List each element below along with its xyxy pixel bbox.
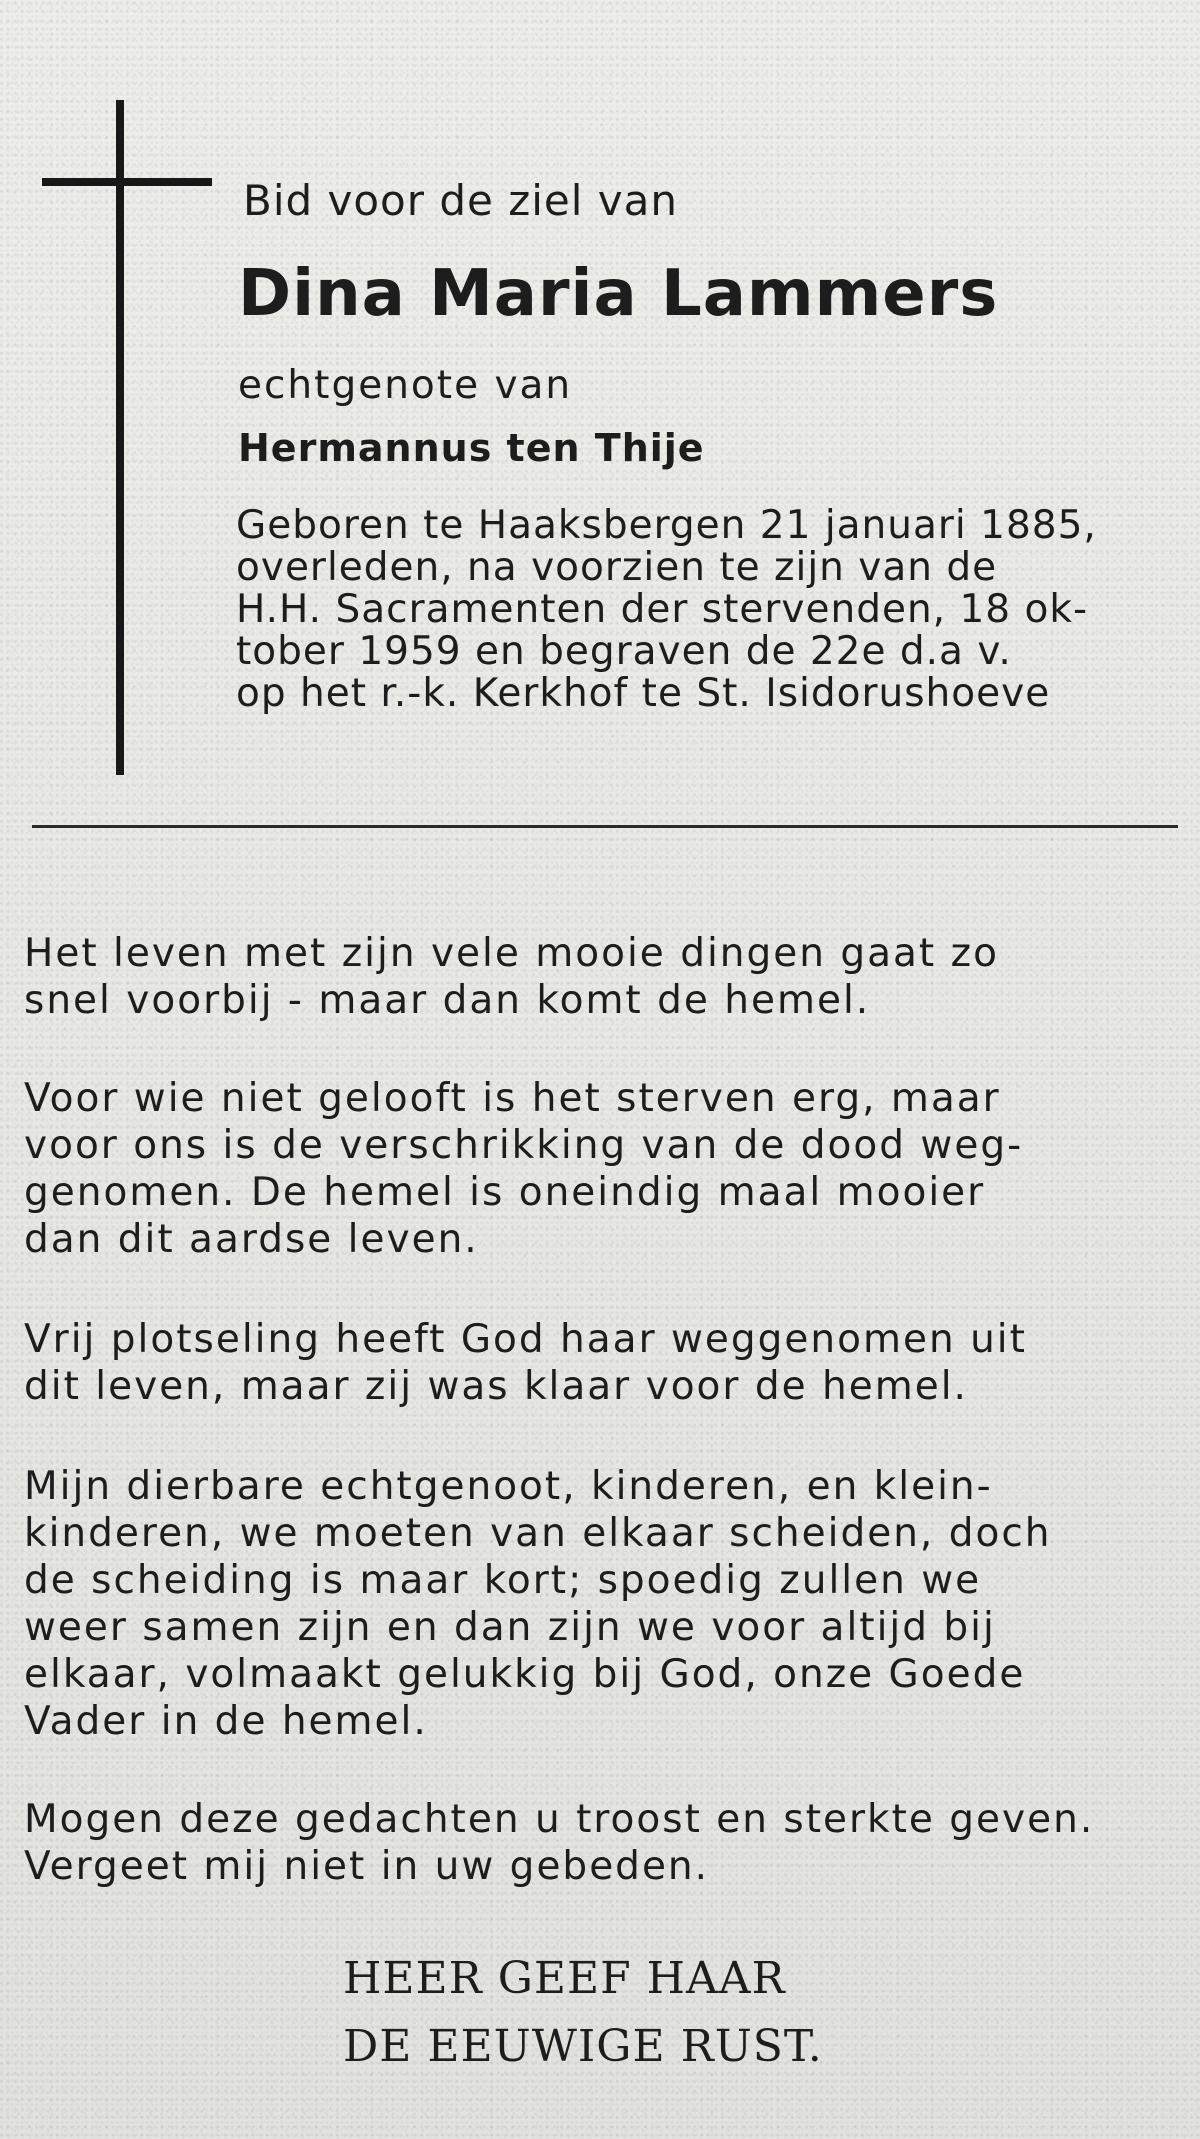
paragraph-line: snel voorbij - maar dan komt de hemel. [24,978,871,1023]
details-line: H.H. Sacramenten der stervenden, 18 ok- [236,587,1089,632]
paragraph-line: Mogen deze gedachten u troost en sterkte geven. [24,1797,1095,1842]
paragraph-line: dan dit aardse leven. [24,1217,479,1262]
paragraph-line: Het leven met zijn vele mooie dingen gaat zo [24,931,999,976]
details-line: overleden, na voorzien te zijn van de [236,545,998,590]
paragraph-line: Vader in de hemel. [24,1699,428,1744]
paragraph-line: Vergeet mij niet in uw gebeden. [24,1844,710,1889]
deceased-name: Dina Maria Lammers [238,257,999,331]
paragraph-line: kinderen, we moeten van elkaar scheiden, doch [24,1511,1052,1556]
intro-text: Bid voor de ziel van [243,176,678,225]
biography-details [236,505,1181,715]
paragraph-line: weer samen zijn en dan zijn we voor altijd bij [24,1605,996,1650]
paragraph-3 [24,1316,1174,1410]
paragraph-2 [24,1075,1174,1263]
paragraph-line: Voor wie niet gelooft is het sterven erg, maar [24,1076,1001,1121]
details-line: Geboren te Haaksbergen 21 januari 1885, [236,503,1097,548]
paragraph-line: Vrij plotseling heeft God haar weggenomen uit [24,1317,1027,1362]
paragraph-line: voor ons is de verschrikking van de dood weg- [24,1123,1024,1168]
husband-name: Hermannus ten Thije [238,426,705,470]
paragraph-line: genomen. De hemel is oneindig maal mooier [24,1170,986,1215]
closing-line: HEER GEEF HAAR [343,1953,786,2004]
relation-text: echtgenote van [238,363,573,408]
cross-horizontal-bar [42,178,212,186]
details-line: op het r.-k. Kerkhof te St. Isidorushoeve [236,671,1051,716]
paragraph-4 [24,1463,1174,1745]
paragraph-line: Mijn dierbare echtgenoot, kinderen, en klein- [24,1464,993,1509]
section-divider [32,825,1178,828]
closing-prayer [343,1945,823,2081]
paragraph-5 [24,1796,1174,1890]
paragraph-line: elkaar, volmaakt gelukkig bij God, onze Goede [24,1652,1026,1697]
paragraph-1 [24,930,1174,1024]
paragraph-line: dit leven, maar zij was klaar voor de hemel. [24,1364,968,1409]
details-line: tober 1959 en begraven de 22e d.a v. [236,629,1012,674]
closing-line: DE EEUWIGE RUST. [343,2021,823,2072]
cross-vertical-bar [116,100,124,775]
paragraph-line: de scheiding is maar kort; spoedig zullen we [24,1558,982,1603]
